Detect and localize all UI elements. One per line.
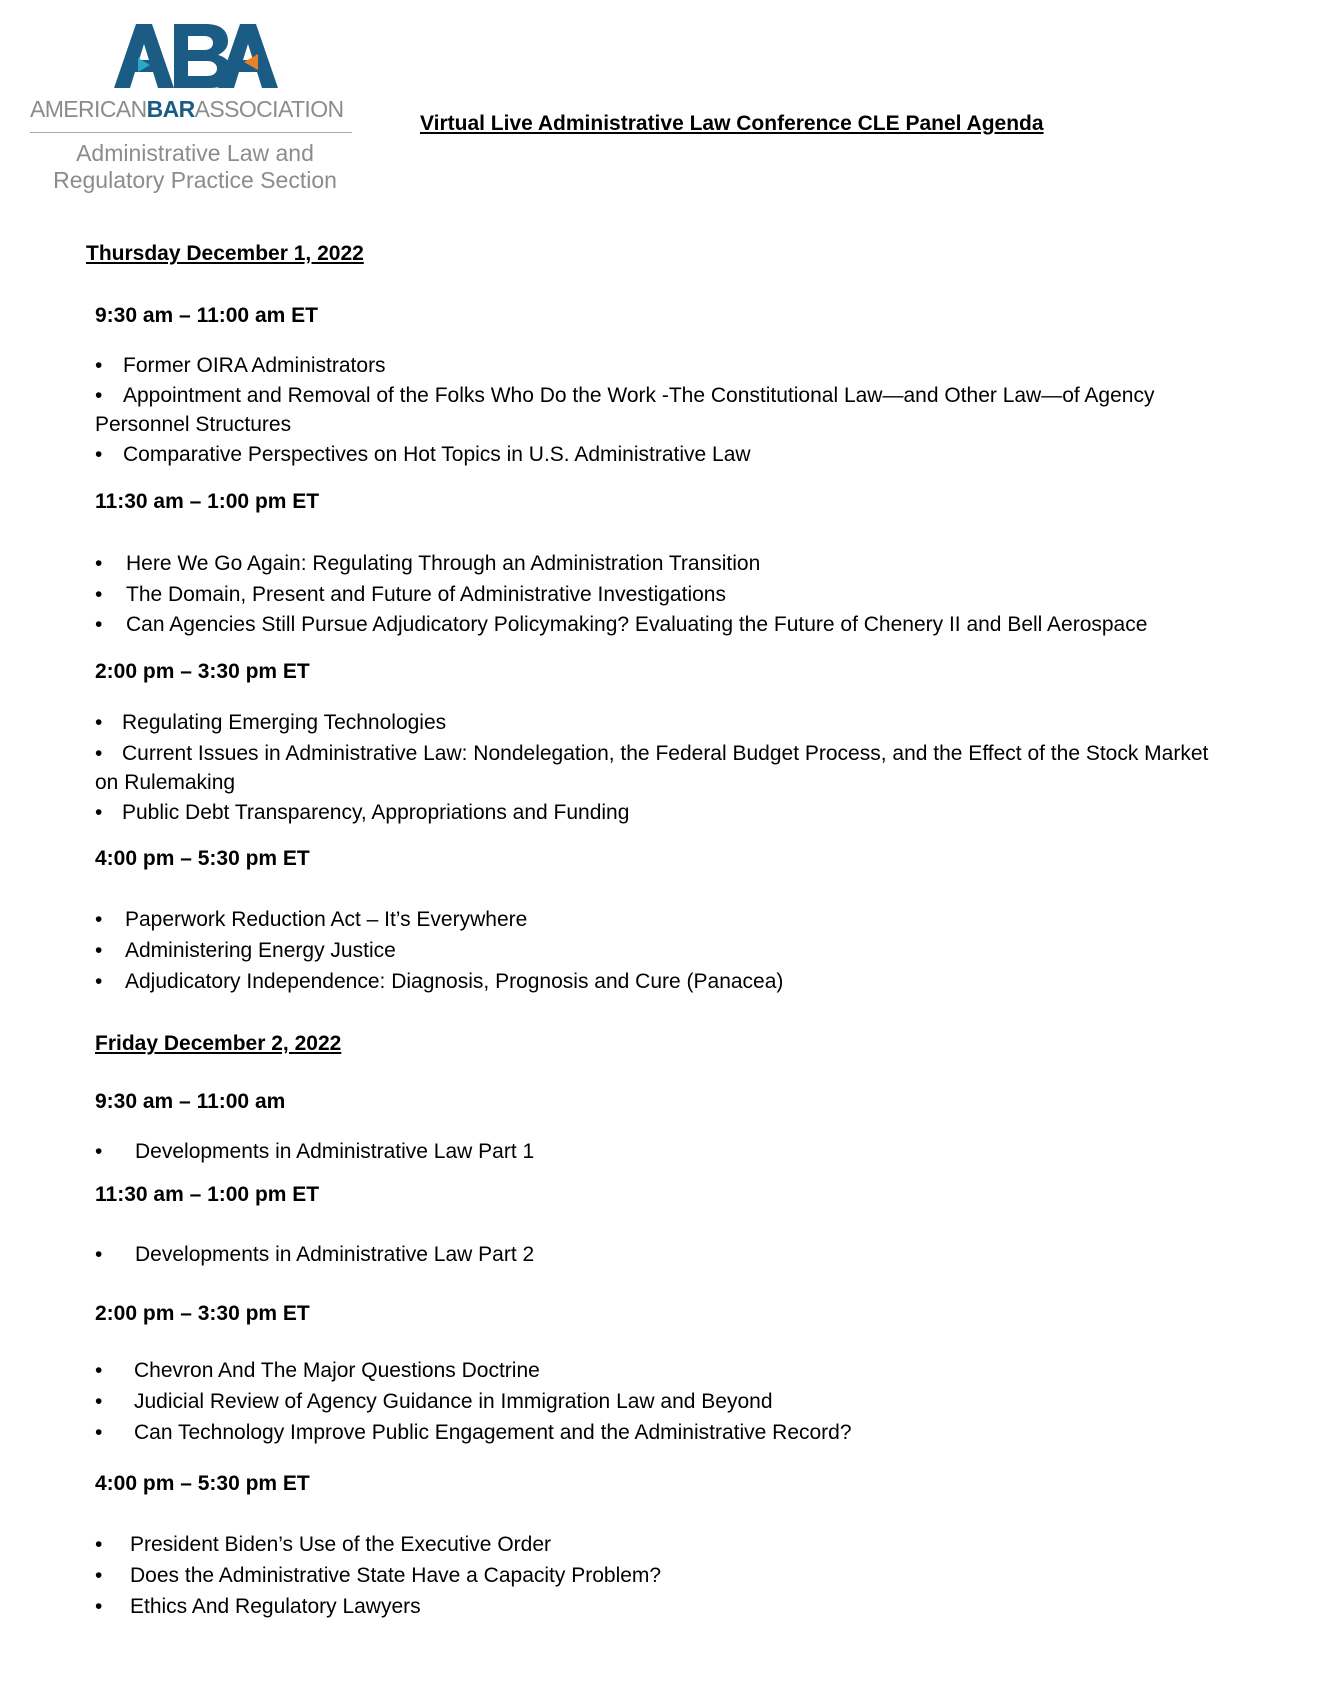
slot-time: 9:30 am – 11:00 am <box>95 1090 286 1113</box>
bullet-icon: • <box>95 1595 103 1618</box>
bullet-icon: • <box>95 552 103 575</box>
agenda-item-text: Ethics And Regulatory Lawyers <box>130 1595 421 1618</box>
agenda-item <box>95 1561 1215 1590</box>
bullet-icon: • <box>95 443 103 466</box>
agenda-item-text: Can Agencies Still Pursue Adjudicatory Policymaking? Evaluating the Future of Chenery II and Bell Aerospace <box>126 613 1148 636</box>
slot-time: 9:30 am – 11:00 am ET <box>95 304 318 327</box>
day-heading-friday: Friday December 2, 2022 <box>95 1032 342 1055</box>
agenda-item <box>95 1356 1215 1385</box>
bullet-icon: • <box>95 384 103 407</box>
document-title: Virtual Live Administrative Law Conference CLE Panel Agenda <box>420 112 1044 135</box>
slot-time: 4:00 pm – 5:30 pm ET <box>95 1472 310 1495</box>
bullet-icon: • <box>95 354 103 377</box>
agenda-item <box>95 739 1215 797</box>
agenda-item-text: Public Debt Transparency, Appropriations and Funding <box>122 801 630 824</box>
bullet-icon: • <box>95 1359 103 1382</box>
bullet-icon: • <box>95 1390 103 1413</box>
bullet-icon: • <box>95 908 103 931</box>
agenda-item <box>95 1418 1215 1447</box>
agenda-item-text: Former OIRA Administrators <box>123 354 386 377</box>
agenda-item-text: Adjudicatory Independence: Diagnosis, Prognosis and Cure (Panacea) <box>125 970 784 993</box>
logo-association-name <box>30 96 360 123</box>
agenda-item-text: Appointment and Removal of the Folks Who Do the Work -The Constitutional Law—and Other Law—of Agency Personnel Structures <box>95 384 1155 436</box>
agenda-item <box>95 351 1215 380</box>
agenda-item-text: Can Technology Improve Public Engagement and the Administrative Record? <box>134 1421 852 1444</box>
logo-name-bar: BAR <box>146 96 195 122</box>
agenda-item-text: Does the Administrative State Have a Capacity Problem? <box>130 1564 662 1587</box>
agenda-item-text: President Biden’s Use of the Executive Order <box>130 1533 551 1556</box>
agenda-item <box>95 1240 1215 1269</box>
logo-section-line-2: Regulatory Practice Section <box>53 167 337 193</box>
agenda-item <box>95 1592 1215 1621</box>
bullet-icon: • <box>95 583 103 606</box>
logo-name-association: ASSOCIATION <box>194 96 344 122</box>
agenda-item <box>95 1137 1215 1166</box>
agenda-item-text: Regulating Emerging Technologies <box>122 711 447 734</box>
bullet-icon: • <box>95 801 103 824</box>
bullet-icon: • <box>95 970 103 993</box>
slot-time: 2:00 pm – 3:30 pm ET <box>95 1302 310 1325</box>
agenda-item-text: Here We Go Again: Regulating Through an Administration Transition <box>126 552 761 575</box>
agenda-item <box>95 1530 1215 1559</box>
logo-name-american: AMERICAN <box>30 96 147 122</box>
bullet-icon: • <box>95 1564 103 1587</box>
agenda-item-text: Developments in Administrative Law Part 1 <box>135 1140 535 1163</box>
agenda-item <box>95 1387 1215 1416</box>
agenda-item-text: Developments in Administrative Law Part 2 <box>135 1243 535 1266</box>
bullet-icon: • <box>95 1533 103 1556</box>
slot-time: 2:00 pm – 3:30 pm ET <box>95 660 310 683</box>
agenda-item <box>95 798 1215 827</box>
agenda-item-text: Administering Energy Justice <box>125 939 396 962</box>
agenda-item <box>95 440 1215 469</box>
agenda-item <box>95 549 1215 578</box>
agenda-item <box>95 708 1215 737</box>
bullet-icon: • <box>95 1243 103 1266</box>
agenda-item <box>95 905 1215 934</box>
agenda-item <box>95 580 1215 609</box>
agenda-item <box>95 610 1215 639</box>
agenda-item-text: Current Issues in Administrative Law: Nondelegation, the Federal Budget Process, and the Effect of the Stock Market on Rulemaking <box>95 742 1209 794</box>
bullet-icon: • <box>95 613 103 636</box>
agenda-item <box>95 936 1215 965</box>
logo-divider <box>30 132 352 133</box>
agenda-item-text: Chevron And The Major Questions Doctrine <box>134 1359 540 1382</box>
logo-section-line-1: Administrative Law and <box>76 140 314 166</box>
agenda-item-text: Judicial Review of Agency Guidance in Immigration Law and Beyond <box>134 1390 773 1413</box>
aba-logo-mark <box>114 24 278 88</box>
agenda-item-text: Paperwork Reduction Act – It’s Everywhere <box>125 908 528 931</box>
slot-time: 11:30 am – 1:00 pm ET <box>95 1183 320 1206</box>
bullet-icon: • <box>95 1421 103 1444</box>
slot-time: 4:00 pm – 5:30 pm ET <box>95 847 310 870</box>
bullet-icon: • <box>95 742 103 765</box>
slot-time: 11:30 am – 1:00 pm ET <box>95 490 320 513</box>
agenda-item <box>95 381 1215 439</box>
bullet-icon: • <box>95 1140 103 1163</box>
bullet-icon: • <box>95 711 103 734</box>
day-heading-thursday: Thursday December 1, 2022 <box>86 242 364 265</box>
agenda-item-text: The Domain, Present and Future of Administrative Investigations <box>126 583 726 606</box>
logo-section-name <box>30 140 360 194</box>
bullet-icon: • <box>95 939 103 962</box>
agenda-item-text: Comparative Perspectives on Hot Topics in U.S. Administrative Law <box>123 443 751 466</box>
agenda-item <box>95 967 1215 996</box>
